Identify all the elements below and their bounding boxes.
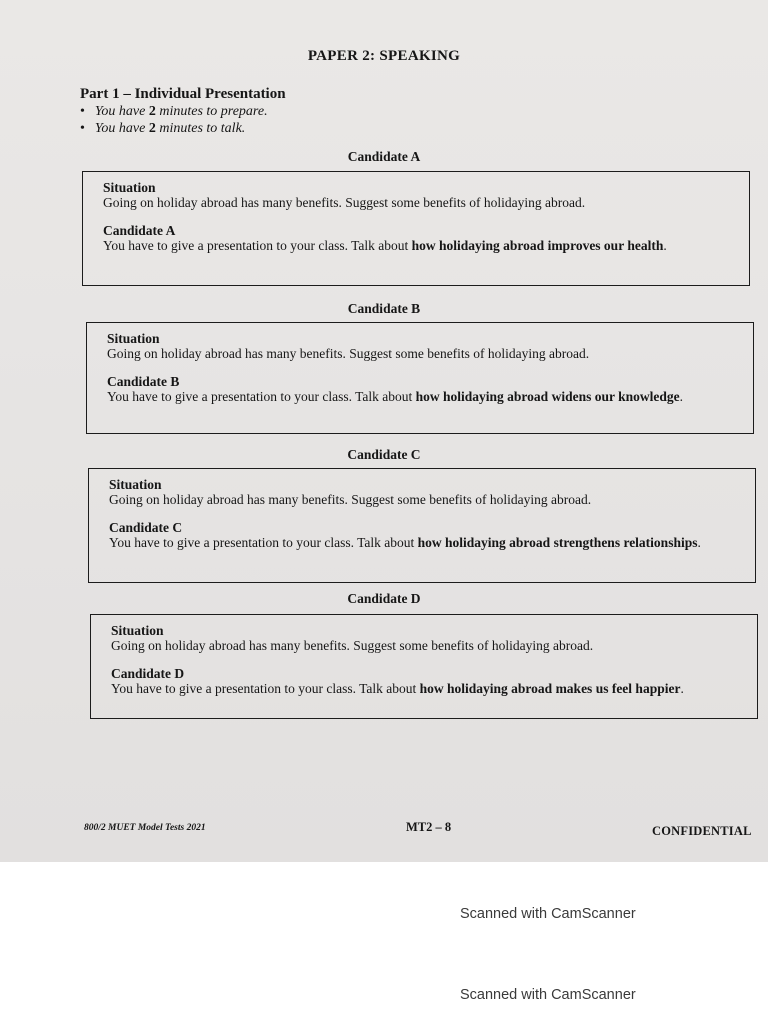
situation-text: Going on holiday abroad has many benefits. Suggest some benefits of holidaying abroad.	[107, 346, 590, 361]
footer-confidential: CONFIDENTIAL	[652, 824, 752, 838]
candidate-a-heading: Candidate A	[347, 149, 421, 164]
task-label: Candidate B	[107, 374, 180, 389]
candidate-c-box	[88, 468, 756, 583]
task-label: Candidate D	[111, 666, 185, 681]
situation-text: Going on holiday abroad has many benefits. Suggest some benefits of holidaying abroad.	[103, 195, 586, 210]
situation-text: Going on holiday abroad has many benefits. Suggest some benefits of holidaying abroad.	[111, 638, 594, 653]
task-text: You have to give a presentation to your class. Talk about how holidaying abroad widens our knowledge.	[107, 389, 683, 404]
camscanner-watermark: Scanned with CamScanner	[460, 906, 636, 922]
situation-label: Situation	[103, 180, 156, 195]
candidate-b-box	[86, 322, 754, 434]
footer-source: 800/2 MUET Model Tests 2021	[84, 823, 206, 833]
candidate-d-box	[90, 614, 758, 719]
task-text: You have to give a presentation to your class. Talk about how holidaying abroad improves our health.	[103, 238, 667, 253]
task-text: You have to give a presentation to your class. Talk about how holidaying abroad makes us feel happier.	[111, 681, 684, 696]
candidate-b-heading: Candidate B	[347, 301, 421, 316]
candidate-d-heading: Candidate D	[347, 591, 421, 606]
page-title: PAPER 2: SPEAKING	[307, 48, 461, 64]
part-title: Part 1 – Individual Presentation	[80, 86, 286, 102]
instruction-item: • You have 2 minutes to talk.	[80, 120, 268, 137]
candidate-a-box	[82, 171, 750, 286]
task-label: Candidate A	[103, 223, 176, 238]
situation-label: Situation	[109, 477, 162, 492]
candidate-c-heading: Candidate C	[347, 447, 421, 462]
instruction-item: • You have 2 minutes to prepare.	[80, 103, 268, 120]
camscanner-watermark: Scanned with CamScanner	[460, 987, 636, 1003]
footer-page-number: MT2 – 8	[406, 820, 452, 834]
situation-text: Going on holiday abroad has many benefits. Suggest some benefits of holidaying abroad.	[109, 492, 592, 507]
task-label: Candidate C	[109, 520, 183, 535]
situation-label: Situation	[107, 331, 160, 346]
task-text: You have to give a presentation to your class. Talk about how holidaying abroad strengthens relationships.	[109, 535, 701, 550]
situation-label: Situation	[111, 623, 164, 638]
instruction-list	[80, 103, 268, 137]
